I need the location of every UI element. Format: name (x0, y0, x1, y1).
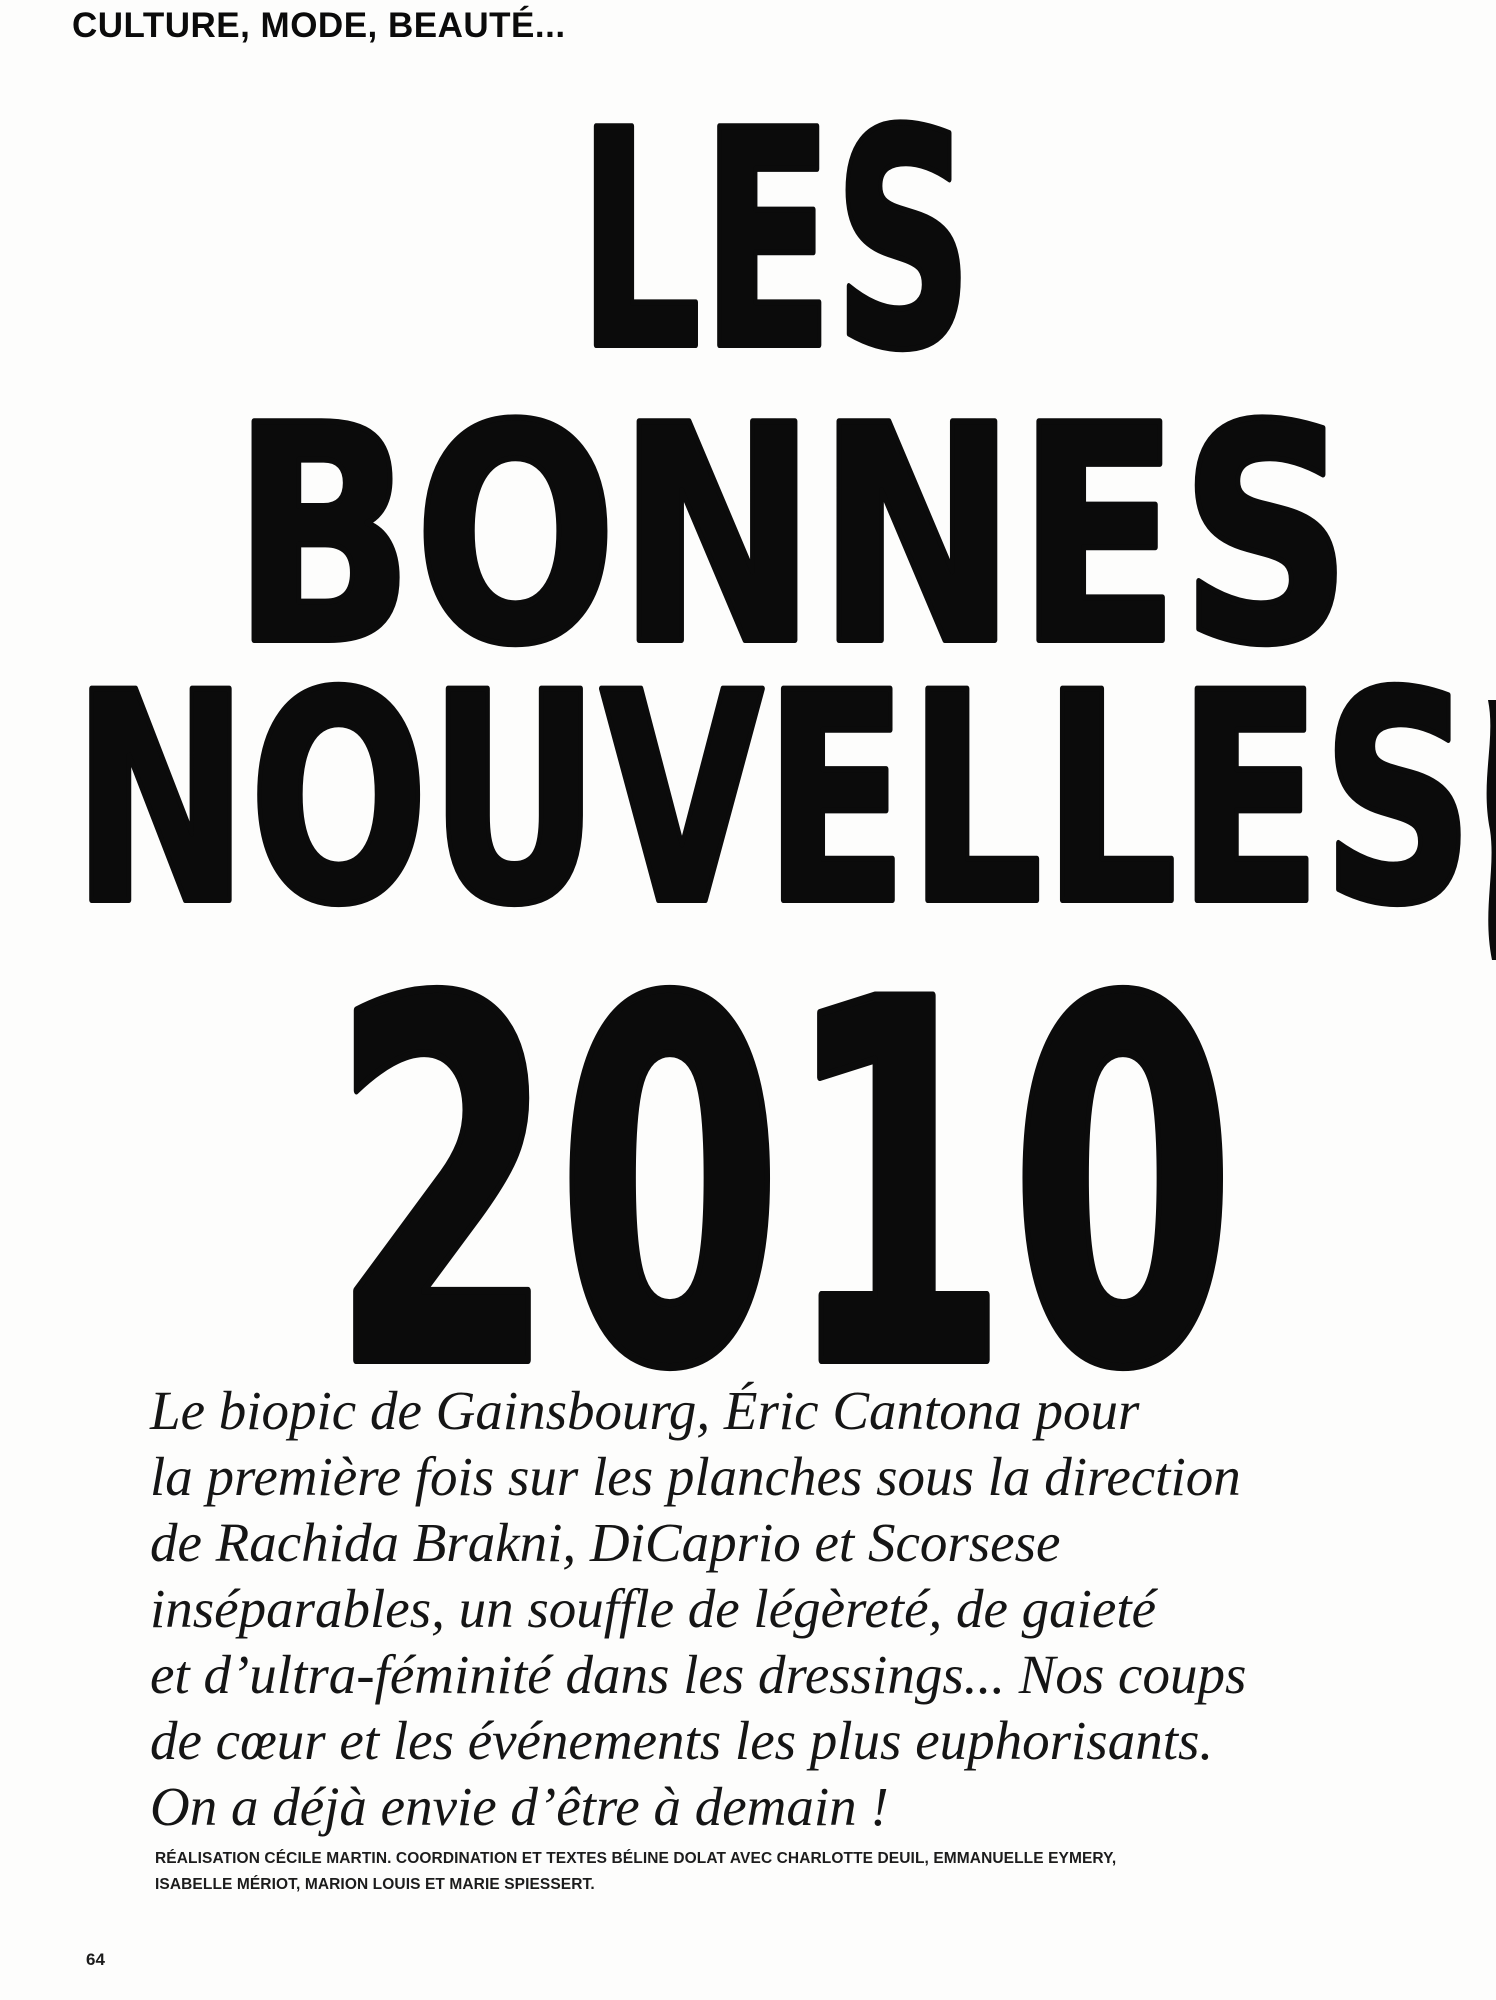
section-kicker: CULTURE, MODE, BEAUTÉ... (72, 6, 566, 45)
headline-line-les: LES (578, 67, 973, 416)
intro-line: de Rachida Brakni, DiCaprio et Scorsese (150, 1512, 1061, 1573)
intro-line: inséparables, un souffle de légèreté, de gaieté (150, 1578, 1157, 1639)
headline-line-bonnes: BONNES (232, 362, 1352, 711)
intro-line: Le biopic de Gainsbourg, Éric Cantona pour (150, 1380, 1140, 1441)
intro-line: On a déjà envie d’être à demain ! (150, 1776, 889, 1837)
intro-paragraph (150, 1378, 1410, 1840)
page-edge-ink-mark (1478, 700, 1496, 960)
credits-line: ISABELLE MÉRIOT, MARION LOUIS ET MARIE SPIESSERT. (155, 1876, 595, 1893)
credits-line: RÉALISATION CÉCILE MARTIN. COORDINATION ET TEXTES BÉLINE DOLAT AVEC CHARLOTTE DEUIL, EMMANUELLE EYMERY, (155, 1850, 1117, 1867)
intro-line: de cœur et les événements les plus euphorisants. (150, 1710, 1214, 1771)
headline-line-2010: 2010 (330, 896, 1236, 1390)
headline-line-nouvelles: NOUVELLES (72, 632, 1474, 969)
intro-line: et d’ultra-féminité dans les dressings... Nos coups (150, 1644, 1247, 1705)
page-number: 64 (86, 1950, 105, 1969)
credits (155, 1846, 1405, 1898)
intro-line: la première fois sur les planches sous la direction (150, 1446, 1241, 1507)
